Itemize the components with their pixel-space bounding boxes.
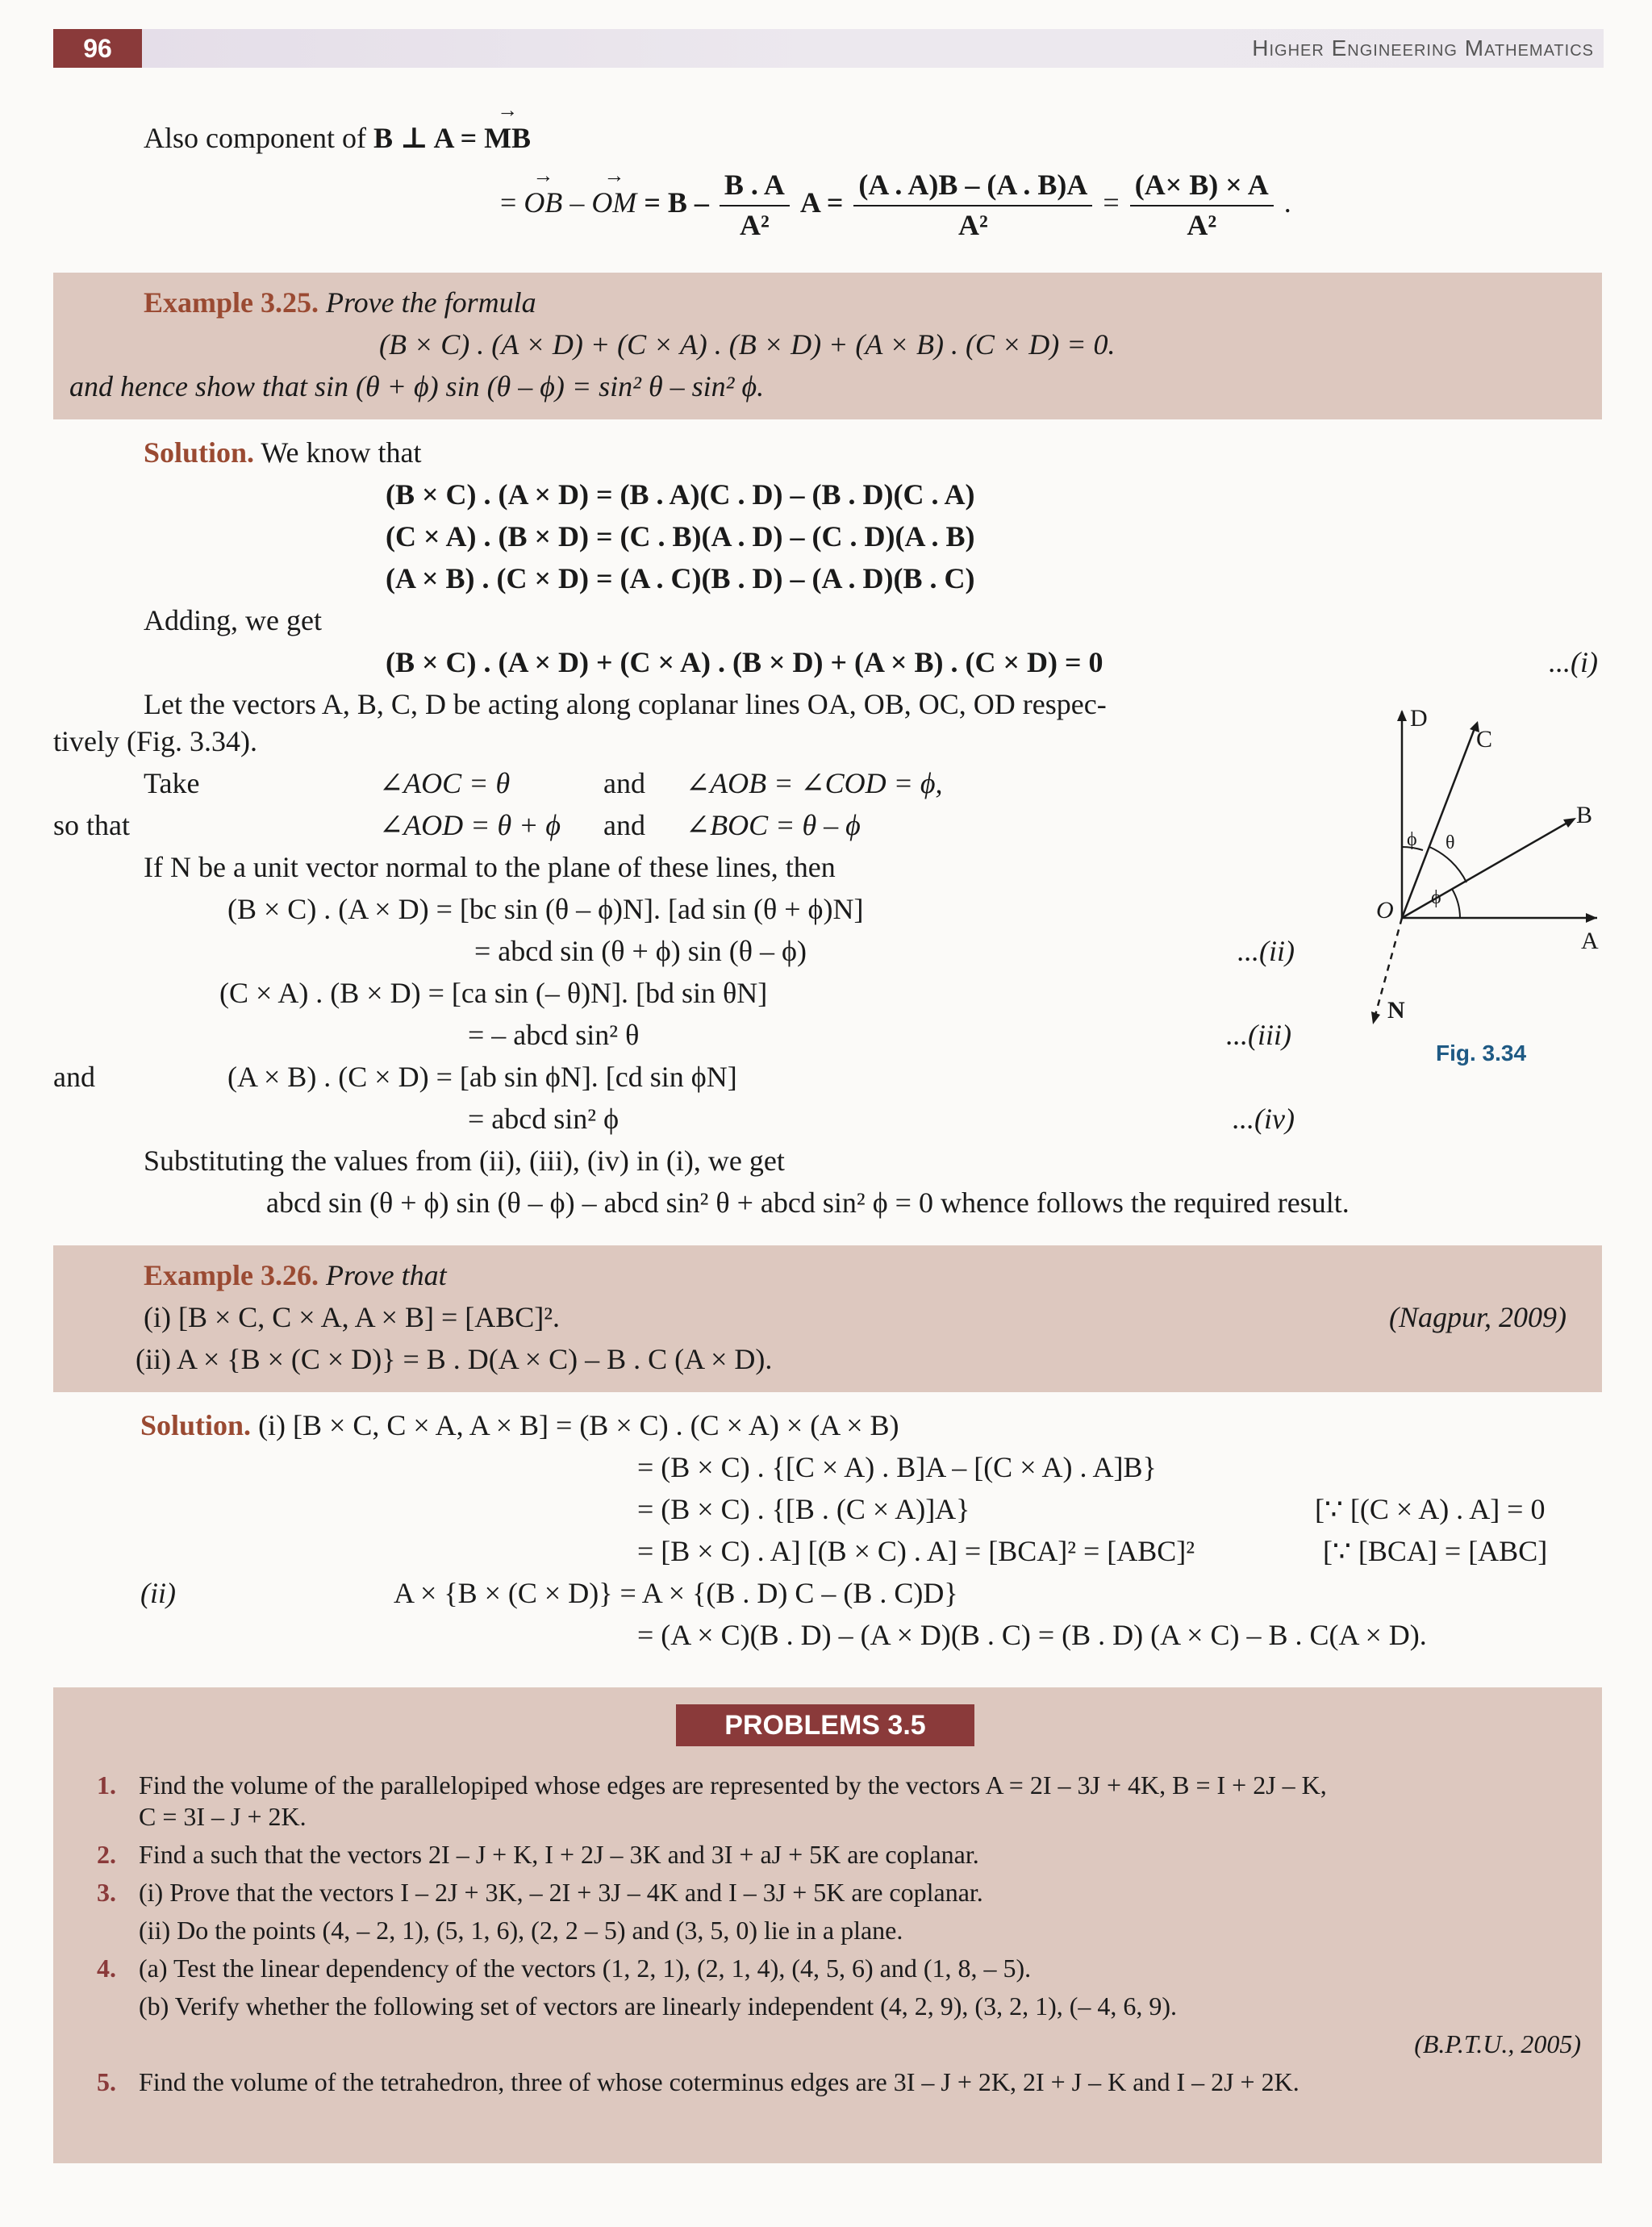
solution-25-eq-3: (A × B) . (C × D) = (A . C)(B . D) – (A . D)(B . C) (386, 562, 975, 594)
example-label: Example 3.25. (144, 286, 319, 319)
vector-mb: → MB (484, 121, 531, 155)
solution-25-l2: = abcd sin (θ + ϕ) sin (θ – ϕ) (474, 935, 807, 967)
book-title: Higher Engineering Mathematics (1252, 35, 1594, 60)
example-prompt: Prove that (326, 1259, 447, 1291)
label-theta: θ (1446, 832, 1455, 853)
line-ob (1402, 819, 1573, 918)
solution-25-intro: Solution. We know that (144, 436, 422, 469)
equation-ref-iv: ...(iv) (1233, 1103, 1295, 1135)
intro-eq: = (500, 186, 517, 219)
problem-5: 5. Find the volume of the tetrahedron, three of whose coterminus edges are 3I – J + 2K, 2I + J – K and I – 2J + 2K. (97, 2067, 1299, 2096)
vector-ob: → OB (524, 187, 562, 219)
fraction-cross: $\frac{(A\times B) \times A}{\text{A²}}$ (1130, 169, 1274, 241)
solution-25-take: Take (144, 767, 200, 799)
solution-25-sum: (B × C) . (A × D) + (C × A) . (B × D) + (A × B) . (C × D) = 0 (386, 646, 1103, 678)
page-number: 96 (53, 29, 142, 68)
solution-label: Solution. (144, 436, 255, 469)
example-3-26-part-2: (ii) A × {B × (C × D)} = B . D(A × C) – B . C (A × D). (136, 1343, 773, 1375)
problem-2: 2. Find a such that the vectors 2I – J + K, I + 2J – 3K and 3I + aJ + 5K are coplanar. (97, 1840, 979, 1869)
solution-25-l5: (A × B) . (C × D) = [ab sin ϕN]. [cd sin ϕN] (227, 1061, 737, 1093)
label-c: C (1476, 726, 1493, 753)
problems-list (97, 1766, 1597, 2101)
label-phi-1: ϕ (1407, 829, 1417, 850)
fraction-ba-over-a2: $\frac{B . A}{\text{A²}}$ (720, 169, 790, 241)
label-phi-2: ϕ (1431, 887, 1441, 908)
angle-aoc: ∠AOC = θ (379, 767, 511, 799)
solution-26-line-3: = (B × C) . {[B . (C × A)]A} (637, 1493, 970, 1525)
solution-26-line-6: = (A × C)(B . D) – (A × D)(B . C) = (B . D) (A × C) – B . C(A × D). (637, 1619, 1427, 1651)
solution-25-adding: Adding, we get (144, 604, 322, 636)
label-a: A (1581, 928, 1599, 954)
example-3-26-part-1: (i) [B × C, C × A, A × B] = [ABC]². (144, 1301, 561, 1333)
solution-25-eq-2: (C × A) . (B × D) = (C . B)(A . D) – (C . D)(A . B) (386, 520, 975, 553)
solution-25-if-n: If N be a unit vector normal to the plane of these lines, then (144, 851, 836, 883)
figure-3-34 (1339, 702, 1605, 1041)
solution-26-line-5: A × {B × (C × D)} = A × {(B . D) C – (B . C)D} (394, 1577, 958, 1609)
intro-text: Also component of (144, 122, 366, 154)
intro-b: = B – (644, 186, 709, 219)
example-3-25-heading (144, 286, 536, 319)
example-label: Example 3.26. (144, 1259, 319, 1291)
angle-aob-cod: ∠AOB = ∠COD = ϕ, (686, 767, 943, 799)
fraction-expansion: $\frac{(A . A)B - (A . B)A}{\text{A²}}$ (853, 169, 1092, 241)
example-3-25-hence: and hence show that sin (θ + ϕ) sin (θ – ϕ) = sin² θ – sin² ϕ. (69, 370, 765, 402)
solution-26-line-2: = (B × C) . {[C × A) . B]A – [(C × A) . A]B} (637, 1451, 1157, 1483)
equation-ref-i: ...(i) (1549, 646, 1598, 678)
label-d: D (1410, 705, 1428, 732)
solution-26-note-2: [∵ [BCA] = [ABC] (1323, 1535, 1548, 1567)
intro-eq-2: = (1103, 186, 1120, 219)
figure-caption: Fig. 3.34 (1436, 1041, 1527, 1066)
solution-26-note-1: [∵ [(C × A) . A] = 0 (1315, 1493, 1546, 1525)
problem-1: 1. Find the volume of the parallelopiped whose edges are represented by the vectors A = 2I – 3J + 4K, B = I + 2J – K, (97, 1770, 1327, 1800)
problems-title: PROBLEMS 3.5 (676, 1704, 974, 1746)
intro-expr: B ⊥ A = (373, 122, 478, 154)
solution-26-line-4: = [B × C) . A] [(B × C) . A] = [BCA]² = [ABC]² (637, 1535, 1195, 1567)
solution-label: Solution. (140, 1409, 252, 1441)
intro-after-frac: A = (799, 186, 844, 219)
problem-1-cont: C = 3I – J + 2K. (139, 1802, 307, 1831)
intro-line-2: = → OB – → OM = B – $\frac{B . A}{\text{A²}}$ A = $\frac{(A . A)B - (A . B)A}{\text{A²}}$ = $\frac{(A\times B) \times A}{\text{A²}}$ . (500, 169, 1291, 241)
label-b: B (1576, 802, 1593, 828)
solution-25-eq-1: (B × C) . (A × D) = (B . A)(C . D) – (B . D)(C . A) (386, 478, 975, 511)
vector-om: → OM (591, 187, 636, 219)
angle-boc: ∠BOC = θ – ϕ (686, 809, 861, 841)
angle-aod: ∠AOD = θ + ϕ (379, 809, 561, 841)
equation-ref-ii: ...(ii) (1237, 935, 1295, 967)
problem-4: 4. (a) Test the linear dependency of the vectors (1, 2, 1), (2, 1, 4), (4, 5, 6) and (1, 8, – 5). (97, 1954, 1032, 1983)
example-3-26-source: (Nagpur, 2009) (1389, 1301, 1567, 1333)
example-prompt: Prove the formula (326, 286, 536, 319)
problem-4-source: (B.P.T.U., 2005) (1414, 2029, 1581, 2058)
solution-25-l3: (C × A) . (B × D) = [ca sin (– θ)N]. [bd sin θN] (219, 977, 768, 1009)
intro-minus: – (569, 186, 585, 219)
problem-3-cont: (ii) Do the points (4, – 2, 1), (5, 1, 6), (2, 2 – 5) and (3, 5, 0) lie in a plane. (139, 1916, 903, 1945)
solution-25-let-2: tively (Fig. 3.34). (53, 725, 257, 757)
problem-4-cont: (b) Verify whether the following set of vectors are linearly independent (4, 2, 9), (3, 2, 1), (– 4, 6, 9). (139, 1991, 1178, 2021)
example-3-26-heading (144, 1258, 447, 1292)
solution-25-final: abcd sin (θ + ϕ) sin (θ – ϕ) – abcd sin² θ + abcd sin² ϕ = 0 whence follows the required result. (266, 1186, 1350, 1219)
solution-25-l1: (B × C) . (A × D) = [bc sin (θ – ϕ)N]. [ad sin (θ + ϕ)N] (227, 893, 864, 925)
solution-25-substitute: Substituting the values from (ii), (iii), (iv) in (i), we get (144, 1145, 785, 1177)
solution-25-l6: = abcd sin² ϕ (468, 1103, 620, 1135)
solution-26-ii-label: (ii) (140, 1577, 176, 1609)
label-n: N (1387, 997, 1405, 1024)
intro-line-1 (144, 121, 531, 155)
solution-25-so-that: so that (53, 809, 130, 841)
solution-25-l4: = – abcd sin² θ (468, 1019, 640, 1051)
solution-25-let-1: Let the vectors A, B, C, D be acting along coplanar lines OA, OB, OC, OD respec- (144, 688, 1107, 720)
problem-3: 3. (i) Prove that the vectors I – 2J + 3K, – 2I + 3J – 4K and I – 3J + 5K are coplanar. (97, 1878, 983, 1907)
example-3-25-formula: (B × C) . (A × D) + (C × A) . (B × D) + (A × B) . (C × D) = 0. (379, 328, 1116, 361)
label-o: O (1376, 897, 1394, 924)
equation-ref-iii: ...(iii) (1226, 1019, 1291, 1051)
solution-26-line-1: Solution. (i) [B × C, C × A, A × B] = (B × C) . (C × A) × (A × B) (140, 1409, 899, 1441)
